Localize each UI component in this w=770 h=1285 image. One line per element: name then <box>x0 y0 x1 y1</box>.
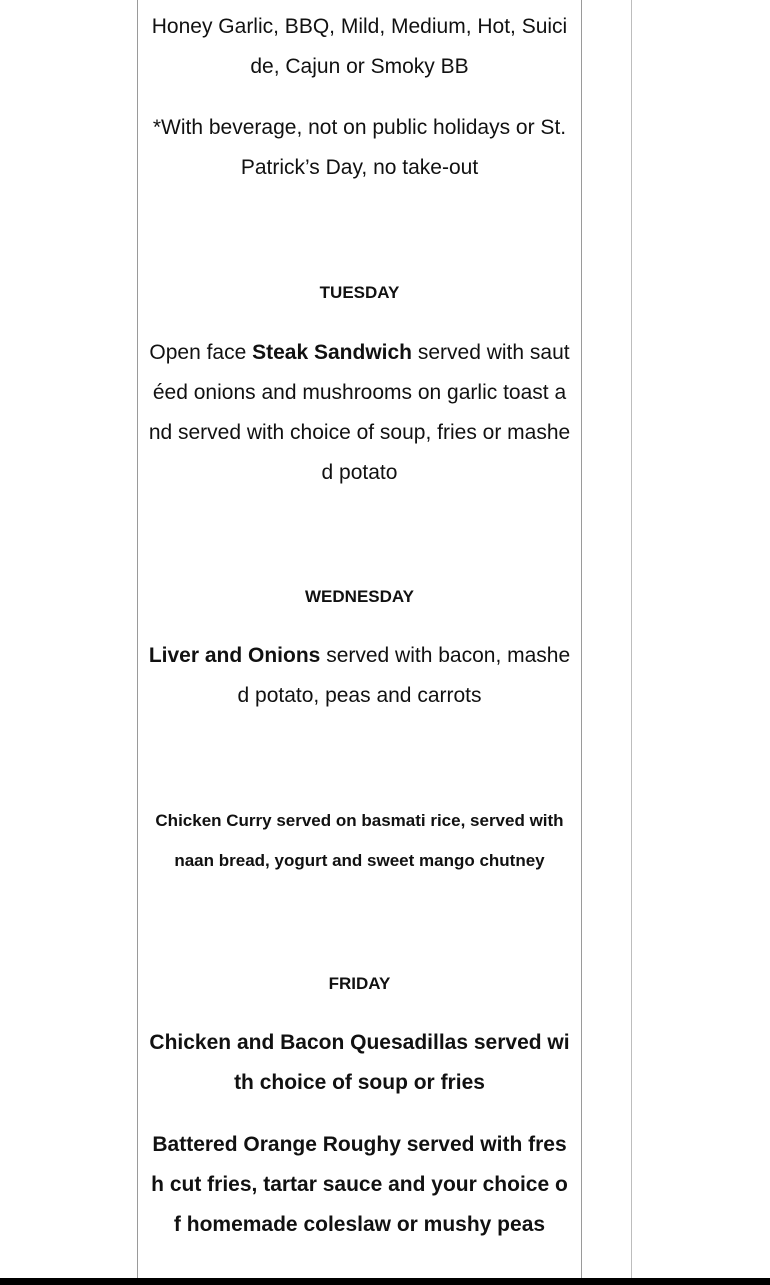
bottom-bar <box>0 1278 770 1285</box>
column-border-right <box>631 0 632 1278</box>
wednesday-description: served with bacon, mashed potato, peas and carrots <box>237 644 571 707</box>
tuesday-dish-name: Steak Sandwich <box>252 341 413 364</box>
monday-note: *With beverage, not on public holidays or St. Patrick’s Day, no take-out <box>152 116 567 179</box>
wednesday-special <box>148 636 571 716</box>
wednesday-dish-name: Liver and Onions <box>148 644 321 667</box>
wednesday-heading: WEDNESDAY <box>305 587 414 606</box>
friday-special-orange-roughy: Battered Orange Roughy served with fresh cut fries, tartar sauce and your choice of homemade coleslaw or mushy peas <box>151 1133 568 1236</box>
friday-heading: FRIDAY <box>328 974 391 993</box>
tuesday-description: served with sautéed onions and mushrooms on garlic toast and served with choice of soup, fries or mashed potato <box>148 341 571 484</box>
tuesday-special <box>148 333 571 493</box>
column-border-left <box>137 0 138 1278</box>
column-border-middle <box>581 0 582 1278</box>
monday-wing-flavours: Honey Garlic, BBQ, Mild, Medium, Hot, Suicide, Cajun or Smoky BB <box>151 15 568 78</box>
tuesday-heading: TUESDAY <box>319 283 400 302</box>
thursday-special: Chicken Curry served on basmati rice, served with naan bread, yogurt and sweet mango chutney <box>155 811 564 870</box>
tuesday-prefix: Open face <box>149 341 253 364</box>
friday-special-quesadillas: Chicken and Bacon Quesadillas served with choice of soup or fries <box>149 1031 570 1094</box>
